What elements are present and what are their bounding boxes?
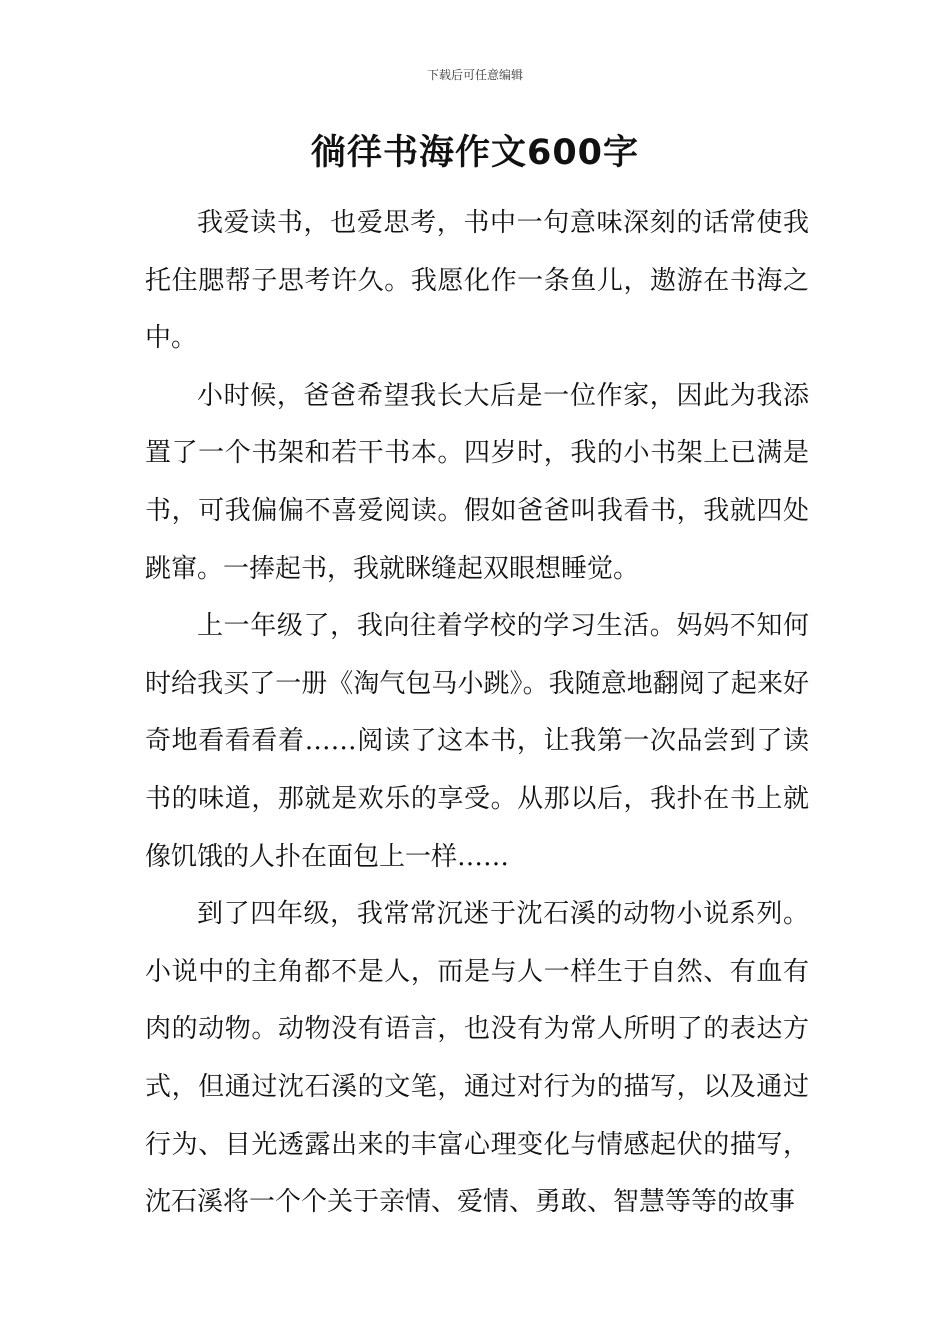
paragraph: 到了四年级，我常常沉迷于沈石溪的动物小说系列。小说中的主角都不是人，而是与人一样生于自然、有血有肉的动物。动物没有语言，也没有为常人所明了的表达方式，但通过沈石溪的文笔，通过对行为的描写，以及通过行为、目光透露出来的丰富心理变化与情感起伏的描写，沈石溪将一个个关于亲情、爱情、勇敢、智慧等等的故事 [145, 899, 809, 1218]
document-title: 徜徉书海作文600字 [310, 133, 640, 173]
paragraph: 我爱读书，也爱思考，书中一句意味深刻的话常使我托住腮帮子思考许久。我愿化作一条鱼儿，遨游在书海之中。 [145, 208, 809, 354]
paragraph: 小时候，爸爸希望我长大后是一位作家，因此为我添置了一个书架和若干书本。四岁时，我的小书架上已满是书，可我偏偏不喜爱阅读。假如爸爸叫我看书，我就四处跳窜。一捧起书，我就眯缝起双眼想睡觉。 [145, 380, 809, 584]
header-note: 下载后可任意编辑 [426, 68, 523, 82]
paragraph: 上一年级了，我向往着学校的学习生活。妈妈不知何时给我买了一册《淘气包马小跳》。我随意地翻阅了起来好奇地看看看着……阅读了这本书，让我第一次品尝到了读书的味道，那就是欢乐的享受。从那以后，我扑在书上就像饥饿的人扑在面包上一样…… [145, 611, 809, 872]
document-body [145, 195, 809, 1232]
